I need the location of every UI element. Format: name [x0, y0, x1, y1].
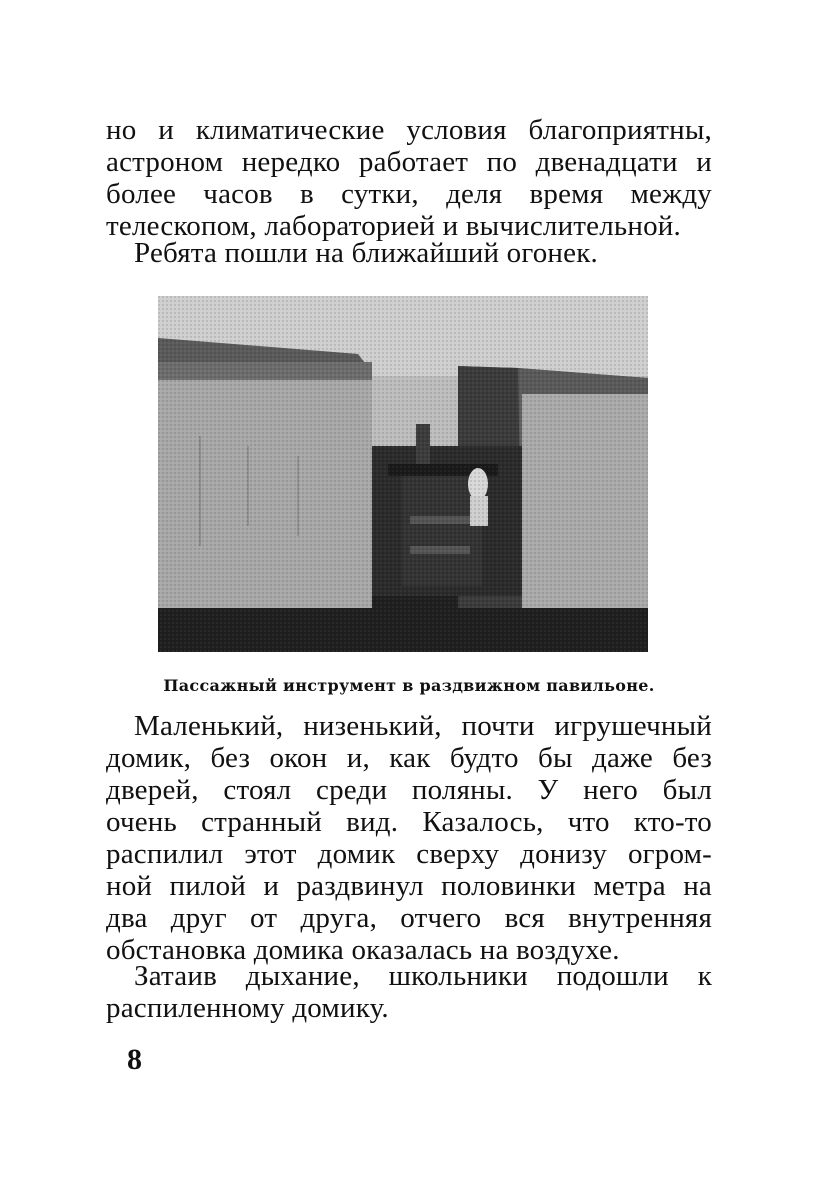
- paragraph-3: [106, 710, 712, 966]
- text-line: распилил этот домик сверху донизу огром-: [106, 838, 712, 870]
- paragraph-4: [106, 960, 712, 1024]
- photo-figure: [158, 296, 648, 652]
- text-line: дверей, стоял среди поляны. У него был: [106, 774, 712, 806]
- page-number: 8: [127, 1043, 142, 1076]
- text-line: более часов в сутки, деля время между: [106, 178, 712, 210]
- paragraph-1: [106, 114, 712, 242]
- figure-caption: Пассажный инструмент в раздвижном павильоне.: [163, 676, 655, 695]
- text-line: распиленному домику.: [106, 992, 389, 1024]
- text-line: телескопом, лабораторией и вычислительной.: [106, 210, 681, 242]
- text-line: но и климатические условия благоприятны,: [106, 114, 712, 146]
- text-line: домик, без окон и, как будто бы даже без: [106, 742, 712, 774]
- text-line: обстановка домика оказалась на воздухе.: [106, 934, 620, 966]
- text-line: Затаив дыхание, школьники подошли к: [134, 960, 712, 992]
- text-line: два друг от друга, отчего вся внутренняя: [106, 902, 712, 934]
- text-line: астроном нередко работает по двенадцати и: [106, 146, 712, 178]
- text-line: Ребята пошли на ближайший огонек.: [134, 237, 598, 269]
- text-line: Маленький, низенький, почти игрушечный: [134, 710, 712, 742]
- photo-pavilion-illustration: [158, 296, 648, 652]
- text-line: очень странный вид. Казалось, что кто-то: [106, 806, 712, 838]
- paragraph-2: [106, 237, 712, 269]
- text-line: ной пилой и раздвинул половинки метра на: [106, 870, 712, 902]
